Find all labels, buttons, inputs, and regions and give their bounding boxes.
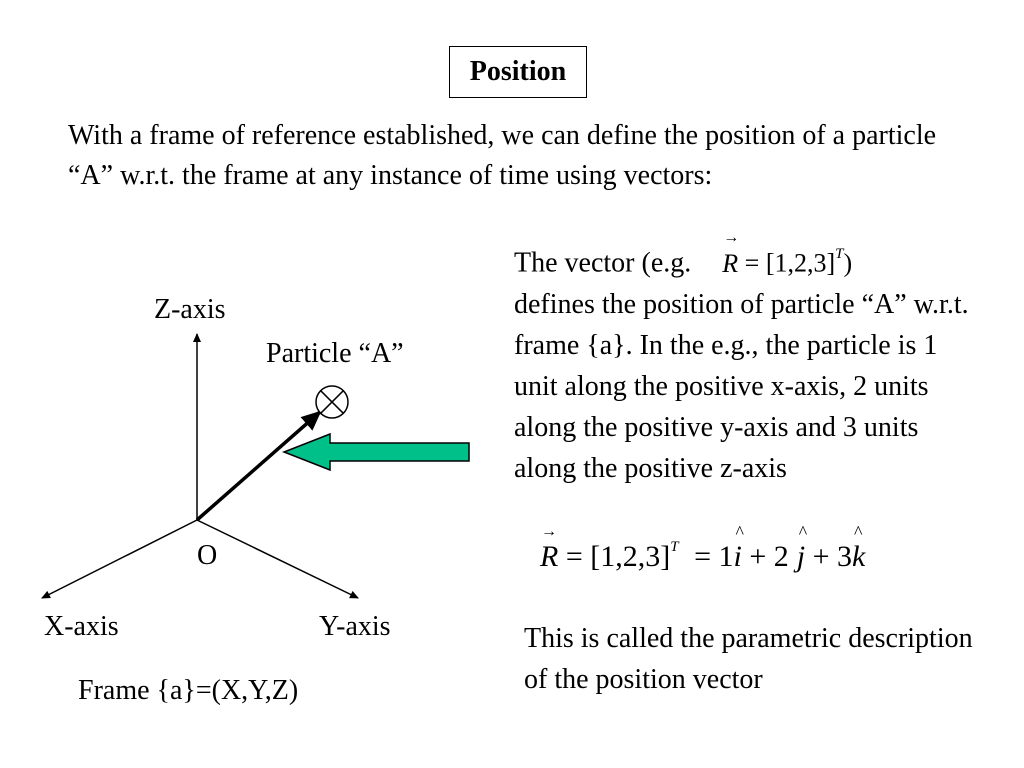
particle-icon bbox=[316, 386, 348, 418]
x-axis-line bbox=[42, 520, 197, 598]
example-equation bbox=[698, 228, 853, 284]
example-value: [1,2,3] bbox=[765, 248, 836, 278]
frame-label: Frame {a}=(X,Y,Z) bbox=[78, 675, 299, 706]
equation-equals-2: = bbox=[686, 540, 719, 573]
example-equals: = bbox=[738, 248, 766, 278]
y-axis-label: Y-axis bbox=[319, 611, 391, 642]
description-lead: The vector (e.g. bbox=[514, 247, 699, 279]
vector-r-symbol: → R bbox=[540, 523, 559, 573]
unit-vector-j: ^ j bbox=[796, 522, 808, 573]
unit-j-letter: j bbox=[796, 540, 806, 573]
parametric-equation bbox=[540, 522, 866, 576]
equation-value: [1,2,3] bbox=[590, 540, 671, 573]
coefficient-1: 1 bbox=[718, 540, 734, 573]
y-axis-line bbox=[197, 520, 358, 598]
position-vector bbox=[197, 412, 320, 520]
equation-transpose: T bbox=[670, 539, 679, 555]
plus-1: + bbox=[741, 540, 774, 573]
equation-equals-1: = bbox=[558, 540, 591, 573]
example-close-paren: ) bbox=[843, 248, 853, 278]
coefficient-3: 3 bbox=[837, 540, 853, 573]
closing-paragraph: This is called the parametric description of the position vector bbox=[524, 623, 973, 695]
vector-description bbox=[514, 228, 984, 489]
intro-paragraph: With a frame of reference established, we can define the position of a particle “A” w.r.t. the frame at any instance of time using vectors: bbox=[68, 120, 937, 191]
unit-vector-i: ^ i bbox=[733, 522, 744, 573]
origin-label: O bbox=[197, 540, 218, 571]
coefficient-2: 2 bbox=[773, 540, 789, 573]
pointer-arrow-icon bbox=[284, 434, 469, 470]
plus-2: + bbox=[805, 540, 838, 573]
equation-vector-letter: R bbox=[540, 540, 559, 573]
x-axis-label: X-axis bbox=[44, 611, 119, 642]
description-body: defines the position of particle “A” w.r.t. frame {a}. In the e.g., the particle is 1 unit along the positive x-axis, 2 units along the positive y-axis and 3 units along the positive z-axis bbox=[514, 288, 969, 484]
example-transpose: T bbox=[835, 246, 844, 262]
particle-label: Particle “A” bbox=[266, 338, 404, 369]
unit-i-letter: i bbox=[733, 540, 742, 573]
vector-r-symbol: → R bbox=[722, 228, 740, 278]
slide-title: Position bbox=[449, 46, 587, 98]
unit-vector-k: ^ k bbox=[852, 522, 866, 573]
example-vector-letter: R bbox=[722, 248, 739, 278]
unit-k-letter: k bbox=[852, 540, 866, 573]
z-axis-label: Z-axis bbox=[154, 294, 226, 325]
